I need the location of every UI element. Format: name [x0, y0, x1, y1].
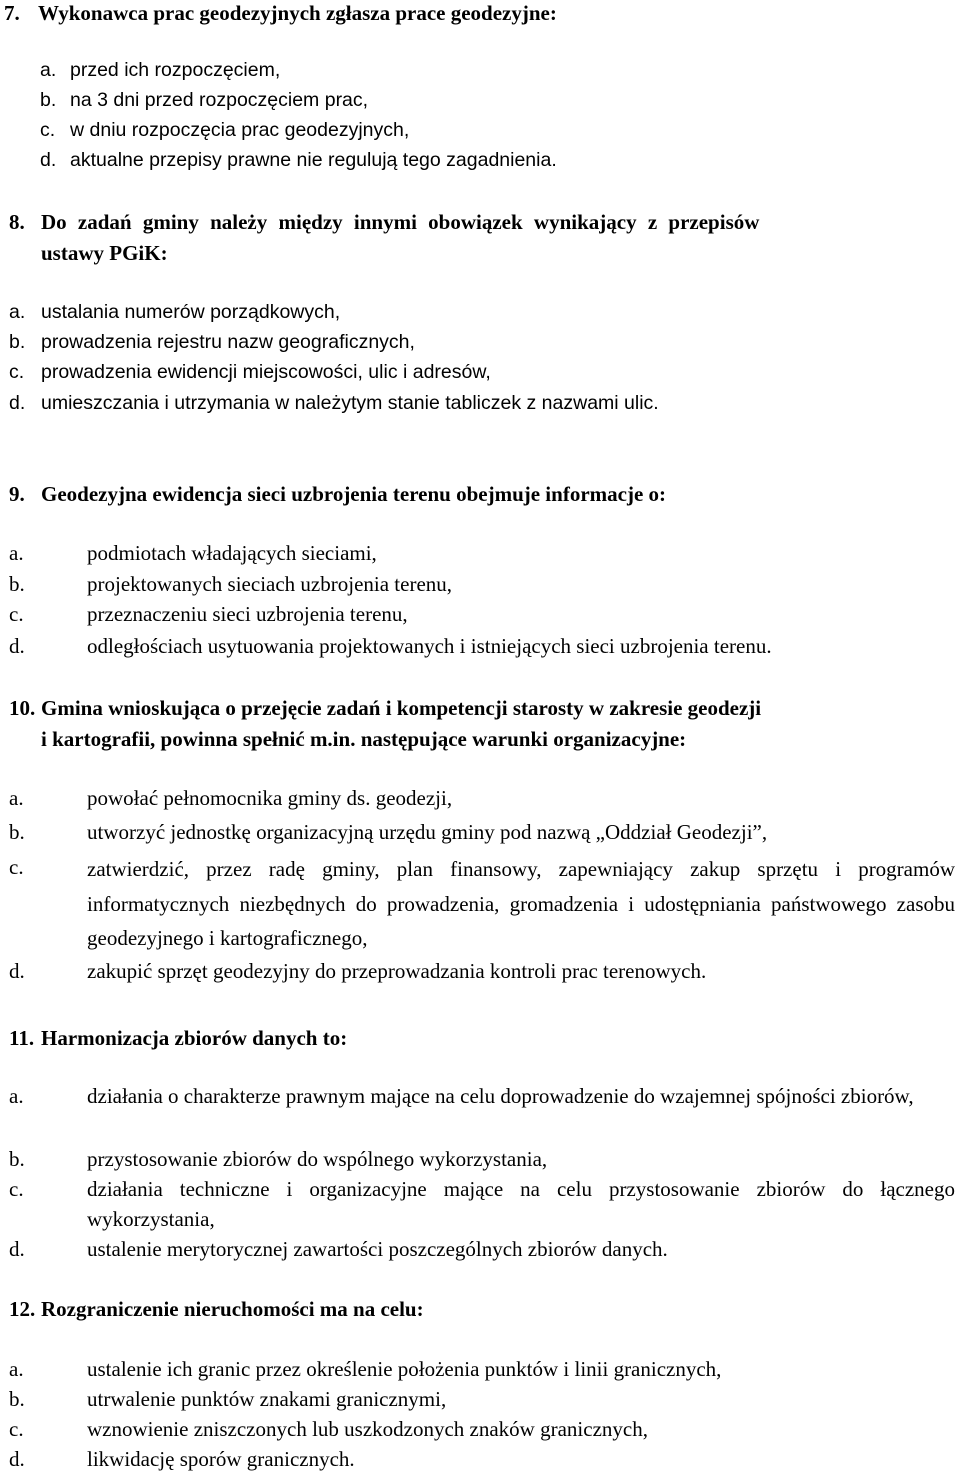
option-text: na 3 dni przed rozpoczęciem prac, — [70, 89, 369, 111]
option-letter: a. — [9, 1084, 24, 1108]
option-text: przeznaczeniu sieci uzbrojenia terenu, — [87, 602, 408, 626]
option-letter: a. — [9, 786, 24, 810]
option-letter: d. — [40, 149, 57, 171]
option-text: likwidację sporów granicznych. — [87, 1447, 355, 1471]
option-text: zatwierdzić, przez radę gminy, plan finansowy, zapewniający zakup sprzętu i programów informatycznych niezbędnych do prowadzenia, gromadzenia i udostępniania państwowego zasobu geodezyjnego i kartograficznego, — [87, 857, 955, 950]
option-text: przed ich rozpoczęciem, — [70, 59, 281, 81]
question-text: Gmina wnioskująca o przejęcie zadań i kompetencji starosty w zakresie geodezji — [41, 696, 762, 720]
question-heading — [9, 479, 666, 509]
question-text: Geodezyjna ewidencja sieci uzbrojenia terenu obejmuje informacje o: — [41, 482, 667, 506]
option-letter: c. — [9, 855, 24, 879]
option-text: w dniu rozpoczęcia prac geodezyjnych, — [70, 119, 410, 141]
question-heading — [9, 207, 759, 237]
option-letter: b. — [9, 331, 26, 353]
question-number: 10. — [9, 696, 36, 720]
question-text: ustawy PGiK: — [41, 241, 168, 265]
option-text: wznowienie zniszczonych lub uszkodzonych znaków granicznych, — [87, 1417, 648, 1441]
question-heading — [9, 1294, 424, 1324]
option-text: odległościach usytuowania projektowanych i istniejących sieci uzbrojenia terenu. — [87, 634, 772, 658]
option-letter: c. — [9, 602, 24, 626]
option-text: przystosowanie zbiorów do wspólnego wykorzystania, — [87, 1147, 548, 1171]
question-text: Harmonizacja zbiorów danych to: — [41, 1026, 348, 1050]
option-letter: a. — [9, 301, 26, 323]
question-number: 9. — [9, 482, 25, 506]
option-text: utworzyć jednostkę organizacyjną urzędu gminy pod nazwą „Oddział Geodezji”, — [87, 820, 768, 844]
option-letter: b. — [9, 1387, 25, 1411]
option-text: utrwalenie punktów znakami granicznymi, — [87, 1387, 447, 1411]
question-heading-continued — [41, 238, 168, 268]
option-letter: c. — [9, 1417, 24, 1441]
question-number: 7. — [4, 1, 20, 25]
option-text: podmiotach władających sieciami, — [87, 541, 377, 565]
option-letter: d. — [9, 1237, 25, 1261]
option-letter: b. — [9, 1147, 25, 1171]
option-letter: b. — [9, 820, 25, 844]
option-letter: b. — [9, 572, 25, 596]
option-text: ustalenie merytorycznej zawartości poszczególnych zbiorów danych. — [87, 1237, 668, 1261]
option-letter: d. — [9, 392, 26, 414]
option-letter: a. — [9, 541, 24, 565]
option-letter: a. — [40, 59, 57, 81]
question-text: Do zadań gminy należy między innymi obowiązek wynikający z przepisów — [41, 210, 760, 234]
option-letter: a. — [9, 1357, 24, 1381]
question-text: Rozgraniczenie nieruchomości ma na celu: — [41, 1297, 424, 1321]
option-text: prowadzenia rejestru nazw geograficznych, — [41, 331, 415, 353]
option-letter: c. — [9, 1177, 24, 1201]
option-letter: b. — [40, 89, 57, 111]
option-letter: d. — [9, 1447, 25, 1471]
option-text: działania o charakterze prawnym mające na celu doprowadzenie do wzajemnej spójności zbiorów, — [87, 1084, 914, 1108]
option-text: prowadzenia ewidencji miejscowości, ulic i adresów, — [41, 361, 491, 383]
option-text: zakupić sprzęt geodezyjny do przeprowadzania kontroli prac terenowych. — [87, 959, 707, 983]
option-text: umieszczania i utrzymania w należytym stanie tabliczek z nazwami ulic. — [41, 392, 659, 414]
option-letter: c. — [9, 361, 25, 383]
question-heading — [9, 1023, 347, 1053]
option-text: powołać pełnomocnika gminy ds. geodezji, — [87, 786, 453, 810]
option-text: ustalania numerów porządkowych, — [41, 301, 341, 323]
question-number: 8. — [9, 210, 25, 234]
question-text: i kartografii, powinna spełnić m.in. następujące warunki organizacyjne: — [41, 727, 687, 751]
option-letter: c. — [40, 119, 56, 141]
question-number: 12. — [9, 1297, 36, 1321]
option-text: projektowanych sieciach uzbrojenia terenu, — [87, 572, 453, 596]
option-letter: d. — [9, 634, 25, 658]
question-text: Wykonawca prac geodezyjnych zgłasza prace geodezyjne: — [38, 1, 557, 25]
question-heading — [4, 0, 557, 28]
question-number: 11. — [9, 1026, 35, 1050]
option-text: działania techniczne i organizacyjne mające na celu przystosowanie zbiorów do łącznego wykorzystania, — [87, 1177, 955, 1231]
option-text: aktualne przepisy prawne nie regulują tego zagadnienia. — [70, 149, 557, 171]
option-letter: d. — [9, 959, 25, 983]
question-heading-continued — [41, 724, 686, 754]
question-heading — [9, 693, 761, 723]
option-text: ustalenie ich granic przez określenie położenia punktów i linii granicznych, — [87, 1357, 722, 1381]
